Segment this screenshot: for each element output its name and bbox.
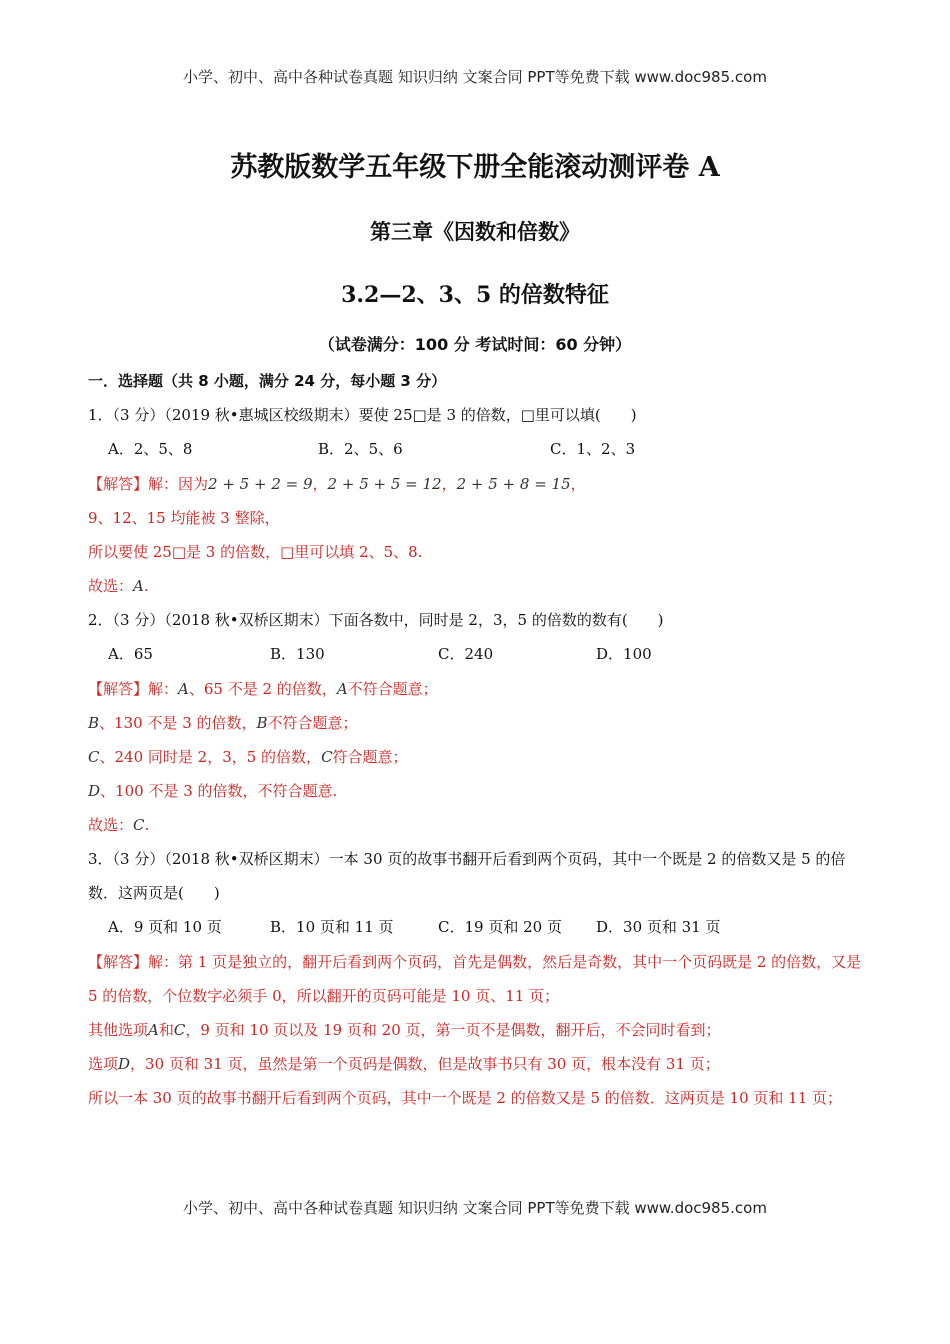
q3-l2-letter-1: A <box>148 1021 159 1039</box>
q3-answer-line-1 <box>88 945 868 1013</box>
q1-choose-end: . <box>143 577 149 595</box>
q2-l1-end: 不符合题意； <box>347 680 438 698</box>
q2-l3-letter: C <box>88 748 100 766</box>
q2-answer-line-2 <box>88 712 868 734</box>
q3-answer-line-2 <box>88 1019 868 1041</box>
q1-answer-line-2: 9、12、15 均能被 3 整除， <box>88 509 280 527</box>
q2-answer-line-1 <box>88 678 868 700</box>
q3-l2-end: ，9 页和 10 页以及 19 页和 20 页，第一页不是偶数，翻开后，不会同时看到； <box>185 1021 721 1039</box>
q2-l2-letter: B <box>88 714 100 732</box>
question-1-stem: 1．（3 分）（2019 秋•惠城区校级期末）要使 25□是 3 的倍数，□里可以填( ) <box>88 406 637 424</box>
q1-math-1: 2 + 5 + 2 = 9 <box>208 475 313 493</box>
page-footer: 小学、初中、高中各种试卷真题 知识归纳 文案合同 PPT等免费下载 www.doc985.com <box>183 1199 767 1217</box>
q2-option-d: D．100 <box>596 645 652 663</box>
q2-l2-letter-2: B <box>256 714 268 732</box>
q3-l2-letter-2: C <box>173 1021 186 1039</box>
answer-tag: 【解答】 <box>88 475 149 493</box>
q1-math-2: 2 + 5 + 5 = 12 <box>327 475 442 493</box>
q3-answer-line-1-text: 解：第 1 页是独立的，翻开后看到两个页码，首先是偶数，然后是奇数，其中一个页码既是 2 的倍数，又是 5 的倍数，个位数字必须手 0，所以翻开的页码可能是 10 页、11 页； <box>88 953 862 1005</box>
question-2-options <box>108 643 868 665</box>
q3-l2-start: 其他选项 <box>88 1021 149 1039</box>
question-3-options <box>108 916 868 938</box>
main-title: 苏教版数学五年级下册全能滚动测评卷 A <box>230 152 720 183</box>
answer-tag: 【解答】 <box>88 680 149 698</box>
q2-l2-mid: 、130 不是 3 的倍数， <box>99 714 257 732</box>
q1-choose-letter: A <box>133 577 144 595</box>
part1-heading: 一．选择题（共 8 小题，满分 24 分，每小题 3 分） <box>88 372 447 390</box>
q2-option-a: A．65 <box>108 645 153 663</box>
q2-l4-letter: D <box>88 782 101 800</box>
q3-l3-start: 选项 <box>88 1055 119 1073</box>
q1-answer-choice <box>88 575 868 597</box>
q1-option-c: C．1、2、3 <box>550 440 636 458</box>
q1-math-3: 2 + 5 + 8 = 15 <box>456 475 571 493</box>
q3-option-c: C．19 页和 20 页 <box>438 918 562 936</box>
q2-choose-end: . <box>144 816 150 834</box>
q3-l3-end: ，30 页和 31 页，虽然是第一个页码是偶数，但是故事书只有 30 页，根本没有 31 页； <box>130 1055 720 1073</box>
q2-choose-letter: C <box>133 816 145 834</box>
q1-answer-prefix: 解：因为 <box>148 475 209 493</box>
q2-option-b: B．130 <box>270 645 325 663</box>
q2-answer-line-3 <box>88 746 868 768</box>
q1-sep-1: ， <box>312 475 328 493</box>
q3-option-d: D．30 页和 31 页 <box>596 918 721 936</box>
answer-tag: 【解答】 <box>88 953 149 971</box>
question-1-options <box>108 438 868 460</box>
q2-l1-mid: 、65 不是 2 的倍数， <box>188 680 337 698</box>
q2-option-c: C．240 <box>438 645 494 663</box>
q1-option-b: B．2、5、6 <box>318 440 403 458</box>
q1-sep-2: ， <box>441 475 457 493</box>
q3-answer-line-4: 所以一本 30 页的故事书翻开后看到两个页码，其中一个既是 2 的倍数又是 5 的倍数．这两页是 10 页和 11 页； <box>88 1089 843 1107</box>
q3-l3-letter: D <box>118 1055 131 1073</box>
question-2-stem: 2．（3 分）（2018 秋•双桥区期末）下面各数中，同时是 2，3，5 的倍数的数有( ) <box>88 611 664 629</box>
q3-option-a: A．9 页和 10 页 <box>108 918 222 936</box>
q2-l4-end: 、100 不是 3 的倍数，不符合题意. <box>100 782 338 800</box>
q2-l2-end: 不符合题意； <box>267 714 358 732</box>
q1-choose-label: 故选： <box>88 577 134 595</box>
q2-answer-choice <box>88 814 868 836</box>
q2-answer-prefix: 解： <box>148 680 179 698</box>
q2-l1-letter-2: A <box>336 680 348 698</box>
q3-answer-line-3 <box>88 1053 868 1075</box>
q2-choose-label: 故选： <box>88 816 134 834</box>
q1-option-a: A．2、5、8 <box>108 440 193 458</box>
question-3-stem: 3．（3 分）（2018 秋•双桥区期末）一本 30 页的故事书翻开后看到两个页码，其中一个既是 2 的倍数又是 5 的倍数．这两页是( ) <box>88 850 846 902</box>
q2-l3-letter-2: C <box>321 748 333 766</box>
chapter-title: 第三章《因数和倍数》 <box>370 219 580 244</box>
q2-l3-end: 符合题意； <box>332 748 408 766</box>
q3-option-b: B．10 页和 11 页 <box>270 918 394 936</box>
exam-content <box>88 370 868 1121</box>
q2-l1-letter: A <box>178 680 189 698</box>
q2-answer-line-4 <box>88 780 868 802</box>
q1-answer-line-3: 所以要使 25□是 3 的倍数，□里可以填 2、5、8. <box>88 543 423 561</box>
q1-sep-3: ， <box>570 475 586 493</box>
section-title: 3.2—2、3、5 的倍数特征 <box>341 282 609 308</box>
q2-l3-mid: 、240 同时是 2，3，5 的倍数， <box>99 748 322 766</box>
score-info: （试卷满分：100 分 考试时间：60 分钟） <box>318 335 632 354</box>
page-header: 小学、初中、高中各种试卷真题 知识归纳 文案合同 PPT等免费下载 www.doc985.com <box>183 68 767 86</box>
q1-answer-line-1 <box>88 473 868 495</box>
q3-l2-and: 和 <box>158 1021 174 1039</box>
